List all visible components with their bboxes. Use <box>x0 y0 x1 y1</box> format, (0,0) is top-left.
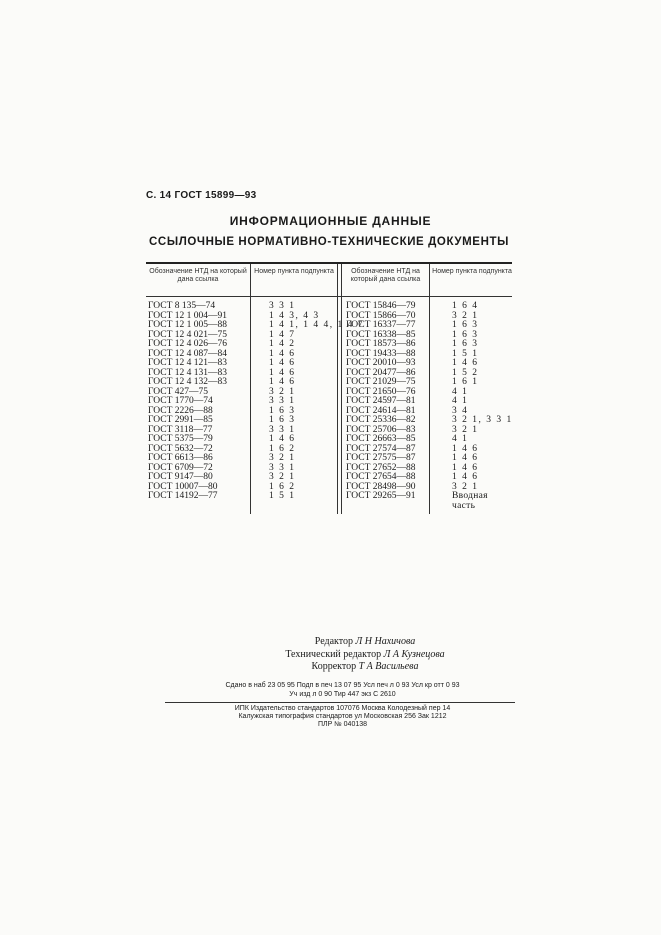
table-cell-doc: ГОСТ 19433—88 <box>346 348 416 359</box>
print-info-line: Уч изд л 0 90 Тир 447 экз С 2610 <box>289 690 396 698</box>
table-cell-point: 1 4 2 <box>269 339 296 349</box>
table-cell-doc: ГОСТ 25706—83 <box>346 424 416 435</box>
table-cell-doc: ГОСТ 15866—70 <box>346 310 416 321</box>
table-cell-point: 1 4 6 <box>269 434 296 444</box>
table-cell-doc: ГОСТ 12 4 131—83 <box>148 367 227 378</box>
table-cell-doc: ГОСТ 28498—90 <box>346 481 416 492</box>
table-cell-point: 1 6 2 <box>269 481 296 492</box>
table-cell-point: 1 4 6 <box>452 472 479 482</box>
divider <box>165 702 515 703</box>
column-header-doc-right: Обозначение НТД на который дана ссылка <box>350 268 421 283</box>
table-cell-point: 4 1 <box>452 396 469 406</box>
credit-name: Л А Кузнецова <box>383 648 445 660</box>
table-cell-point: 3 3 1 <box>269 396 296 406</box>
table-cell-point: 1 5 2 <box>452 367 479 378</box>
credit-role: Редактор <box>314 636 354 647</box>
table-cell-doc: ГОСТ 12 4 021—75 <box>148 329 227 340</box>
table-cell-doc: ГОСТ 12 4 087—84 <box>148 348 227 359</box>
credit-role: Корректор <box>311 661 357 672</box>
credit-name: Т А Васильева <box>358 661 419 672</box>
table-cell-point: 3 3 1 <box>269 424 296 435</box>
table-cell-point: 3 2 1 <box>452 424 479 435</box>
table-cell-doc: ГОСТ 16338—85 <box>346 329 416 340</box>
header-divider <box>146 296 512 297</box>
table-cell-point: 1 4 6 <box>452 443 479 454</box>
table-cell-doc: ГОСТ 12 1 005—88 <box>148 320 227 330</box>
table-cell-point: 1 4 6 <box>452 358 479 368</box>
credit-name: Л Н Нахичова <box>355 636 416 647</box>
credit-role: Технический редактор <box>285 648 382 660</box>
credits <box>230 636 500 674</box>
table-cell-doc: ГОСТ 8 135—74 <box>148 301 216 311</box>
table-cell-point: Вводная часть <box>452 491 488 511</box>
table-cell-point: 3 2 1 <box>452 481 479 492</box>
table-cell-doc: ГОСТ 12 1 004—91 <box>148 310 227 321</box>
table-cell-point: 3 2 1 <box>452 310 479 321</box>
table-cell-point: 1 6 3 <box>452 339 479 349</box>
table-cell-point: 3 2 1 <box>269 472 296 482</box>
table-cell-point: 1 4 6 <box>452 453 479 463</box>
table-cell-doc: ГОСТ 25336—82 <box>346 415 416 425</box>
table-cell-point: 3 2 1 <box>269 386 296 397</box>
section-title: ИНФОРМАЦИОННЫЕ ДАННЫЕ <box>229 214 432 228</box>
table-cell-doc: ГОСТ 20477—86 <box>346 367 416 378</box>
publisher-line: Калужская типография стандартов ул Московская 256 Зак 1212 <box>238 713 447 720</box>
table-cell-point: 1 5 1 <box>269 491 296 501</box>
table-cell-point: 3 3 1 <box>269 462 296 473</box>
table-cell-doc: ГОСТ 24614—81 <box>346 405 416 416</box>
table-cell-point: 1 4 6 <box>269 348 296 359</box>
table-cell-doc: ГОСТ 16337—77 <box>346 320 416 330</box>
table-cell-doc: ГОСТ 5632—72 <box>148 443 213 454</box>
right-doc-column <box>346 302 416 502</box>
table-cell-doc: ГОСТ 27575—87 <box>346 453 416 463</box>
table-cell-point: 1 6 3 <box>269 405 296 416</box>
table-cell-doc: ГОСТ 5375—79 <box>148 434 213 444</box>
publisher-line: ПЛР № 040138 <box>317 721 368 728</box>
table-cell-doc: ГОСТ 1770—74 <box>148 396 213 406</box>
left-doc-column <box>148 302 227 502</box>
column-header-point-right: Номер пункта подпункта <box>432 268 512 275</box>
table-cell-doc: ГОСТ 21650—76 <box>346 386 416 397</box>
table-cell-point: 1 4 1, 1 4 4, 1 4 7 <box>269 320 364 330</box>
publisher-info <box>170 705 515 729</box>
references-table <box>146 262 512 514</box>
table-cell-point: 1 6 4 <box>452 301 479 311</box>
table-cell-point: 1 6 1 <box>452 377 479 387</box>
table-cell-point: 3 3 1 <box>269 301 296 311</box>
table-cell-doc: ГОСТ 27574—87 <box>346 443 416 454</box>
table-cell-doc: ГОСТ 24597—81 <box>346 396 416 406</box>
table-cell-doc: ГОСТ 3118—77 <box>148 424 213 435</box>
credit-line <box>230 661 500 674</box>
right-point-column <box>452 301 513 511</box>
table-cell-doc: ГОСТ 27652—88 <box>346 462 416 473</box>
column-header-doc-left: Обозначение НТД на который дана ссылка <box>149 268 247 283</box>
table-cell-point: 1 6 3 <box>452 329 479 340</box>
table-cell-doc: ГОСТ 6613—86 <box>148 453 213 463</box>
print-info <box>170 682 515 699</box>
print-info-line: Сдано в наб 23 05 95 Подп в печ 13 07 95 Усл печ л 0 93 Усл кр отт 0 93 <box>225 682 460 689</box>
column-divider <box>250 264 251 514</box>
table-cell-point: 1 4 6 <box>269 367 296 378</box>
table-cell-doc: ГОСТ 18573—86 <box>346 339 416 349</box>
publisher-line: ИПК Издательство стандартов 107076 Москва Колодезный пер 14 <box>234 705 451 712</box>
table-cell-point: 3 2 1, 3 3 1 <box>452 415 513 425</box>
table-cell-point: 1 4 6 <box>269 358 296 368</box>
table-cell-doc: ГОСТ 12 4 026—76 <box>148 339 227 349</box>
column-header-point-left: Номер пункта подпункта <box>254 268 334 275</box>
table-cell-doc: ГОСТ 427—75 <box>148 386 208 397</box>
table-cell-doc: ГОСТ 12 4 132—83 <box>148 377 227 387</box>
table-cell-point: 4 1 <box>452 386 469 397</box>
table-cell-doc: ГОСТ 9147—80 <box>148 472 213 482</box>
table-cell-doc: ГОСТ 27654—88 <box>346 472 416 482</box>
table-cell-point: 1 6 3 <box>269 415 296 425</box>
table-cell-doc: ГОСТ 14192—77 <box>148 491 218 501</box>
table-cell-point: 3 2 1 <box>269 453 296 463</box>
table-cell-point: 1 6 2 <box>269 443 296 454</box>
table-cell-doc: ГОСТ 21029—75 <box>346 377 416 387</box>
table-cell-point: 1 4 3, 4 3 <box>269 310 320 321</box>
table-cell-point: 1 5 1 <box>452 348 479 359</box>
page-header: С. 14 ГОСТ 15899—93 <box>146 190 257 201</box>
credit-line <box>230 649 500 662</box>
table-cell-doc: ГОСТ 2991—85 <box>148 415 213 425</box>
table-cell-doc: ГОСТ 20010—93 <box>346 358 416 368</box>
credit-line <box>230 636 500 649</box>
column-divider <box>429 264 430 514</box>
table-cell-point: 1 4 7 <box>269 329 296 340</box>
table-cell-point: 1 4 6 <box>269 377 296 387</box>
table-cell-point: 1 6 3 <box>452 320 479 330</box>
table-cell-doc: ГОСТ 10007—80 <box>148 481 218 492</box>
table-cell-point: 3 4 <box>452 405 469 416</box>
table-cell-point: 1 4 6 <box>452 462 479 473</box>
table-cell-doc: ГОСТ 12 4 121—83 <box>148 358 227 368</box>
table-cell-doc: ГОСТ 29265—91 <box>346 491 416 501</box>
table-cell-doc: ГОСТ 2226—88 <box>148 405 213 416</box>
section-subtitle: ССЫЛОЧНЫЕ НОРМАТИВНО-ТЕХНИЧЕСКИЕ ДОКУМЕНТЫ <box>149 236 509 248</box>
table-cell-doc: ГОСТ 15846—79 <box>346 301 416 311</box>
table-cell-doc: ГОСТ 26663—85 <box>346 434 416 444</box>
table-cell-doc: ГОСТ 6709—72 <box>148 462 213 473</box>
table-cell-point: 4 1 <box>452 434 469 444</box>
